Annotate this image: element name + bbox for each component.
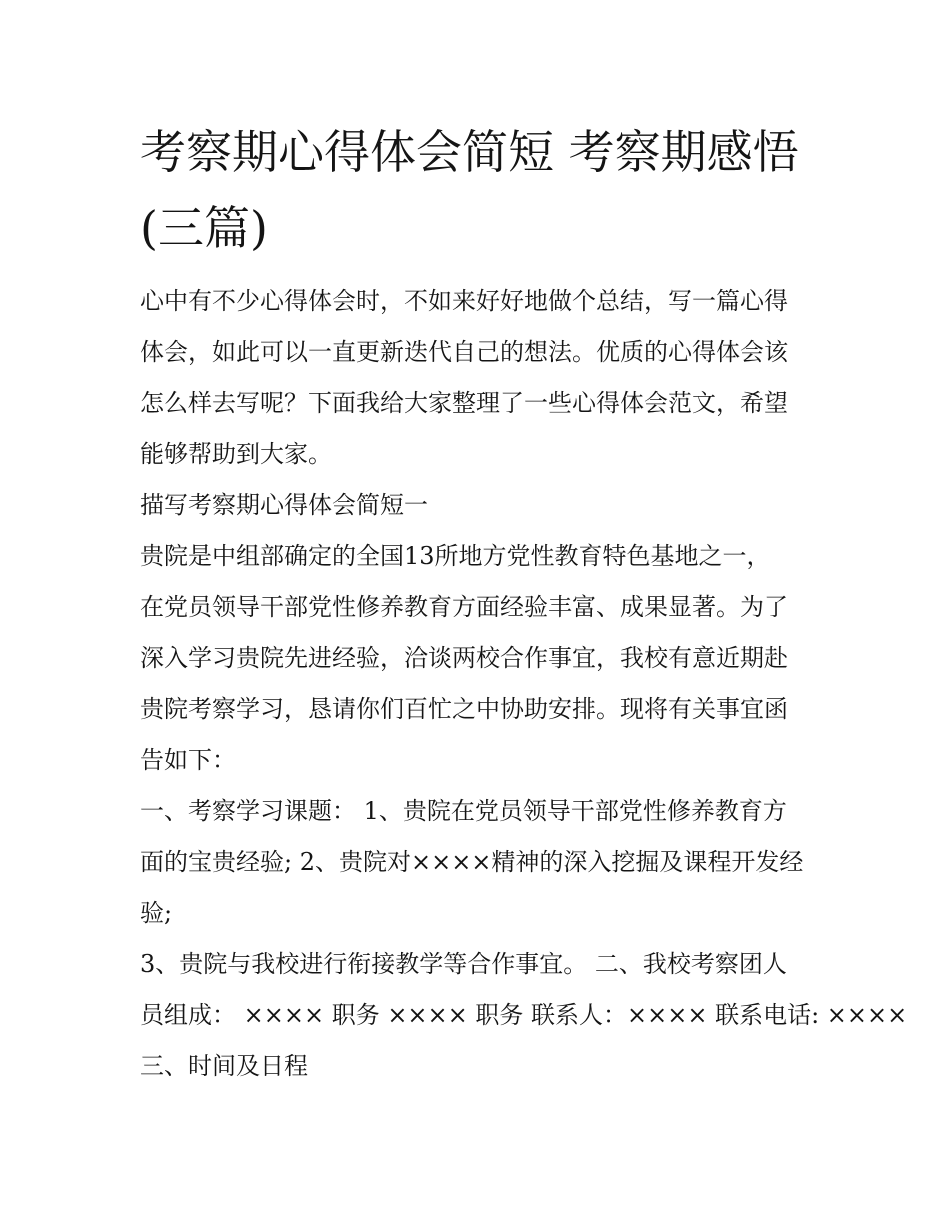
body-line: 贵院是中组部确定的全国13所地方党性教育特色基地之一， (140, 542, 771, 570)
body-line: 验; (140, 899, 173, 927)
body-line: 体会，如此可以一直更新迭代自己的想法。优质的心得体会该 (140, 338, 788, 366)
body-line: 一、考察学习课题： 1、贵院在党员领导干部党性修养教育方 (140, 797, 787, 825)
body-line: 贵院考察学习，恳请你们百忙之中协助安排。现将有关事宜函 (140, 695, 788, 723)
body-line: 三、时间及日程 (140, 1052, 308, 1080)
document-title: 考察期心得体会简短 考察期感悟(三篇) (140, 125, 799, 255)
body-line: 深入学习贵院先进经验，洽谈两校合作事宜，我校有意近期赴 (140, 644, 788, 672)
body-line: 面的宝贵经验; 2、贵院对××××精神的深入挖掘及课程开发经 (140, 848, 804, 876)
body-line: 在党员领导干部党性修养教育方面经验丰富、成果显著。为了 (140, 593, 788, 621)
body-line: 员组成： ×××× 职务 ×××× 职务 联系人：×××× 联系电话: ×××× (140, 1001, 908, 1029)
body-line: 心中有不少心得体会时，不如来好好地做个总结，写一篇心得 (140, 287, 788, 315)
body-line: 3、贵院与我校进行衔接教学等合作事宜。 二、我校考察团人 (140, 950, 787, 978)
body-line: 能够帮助到大家。 (140, 440, 332, 468)
body-line: 怎么样去写呢？下面我给大家整理了一些心得体会范文，希望 (140, 389, 788, 417)
section-heading: 描写考察期心得体会简短一 (140, 491, 428, 519)
document-body (140, 276, 908, 1092)
body-line: 告如下： (140, 746, 236, 774)
